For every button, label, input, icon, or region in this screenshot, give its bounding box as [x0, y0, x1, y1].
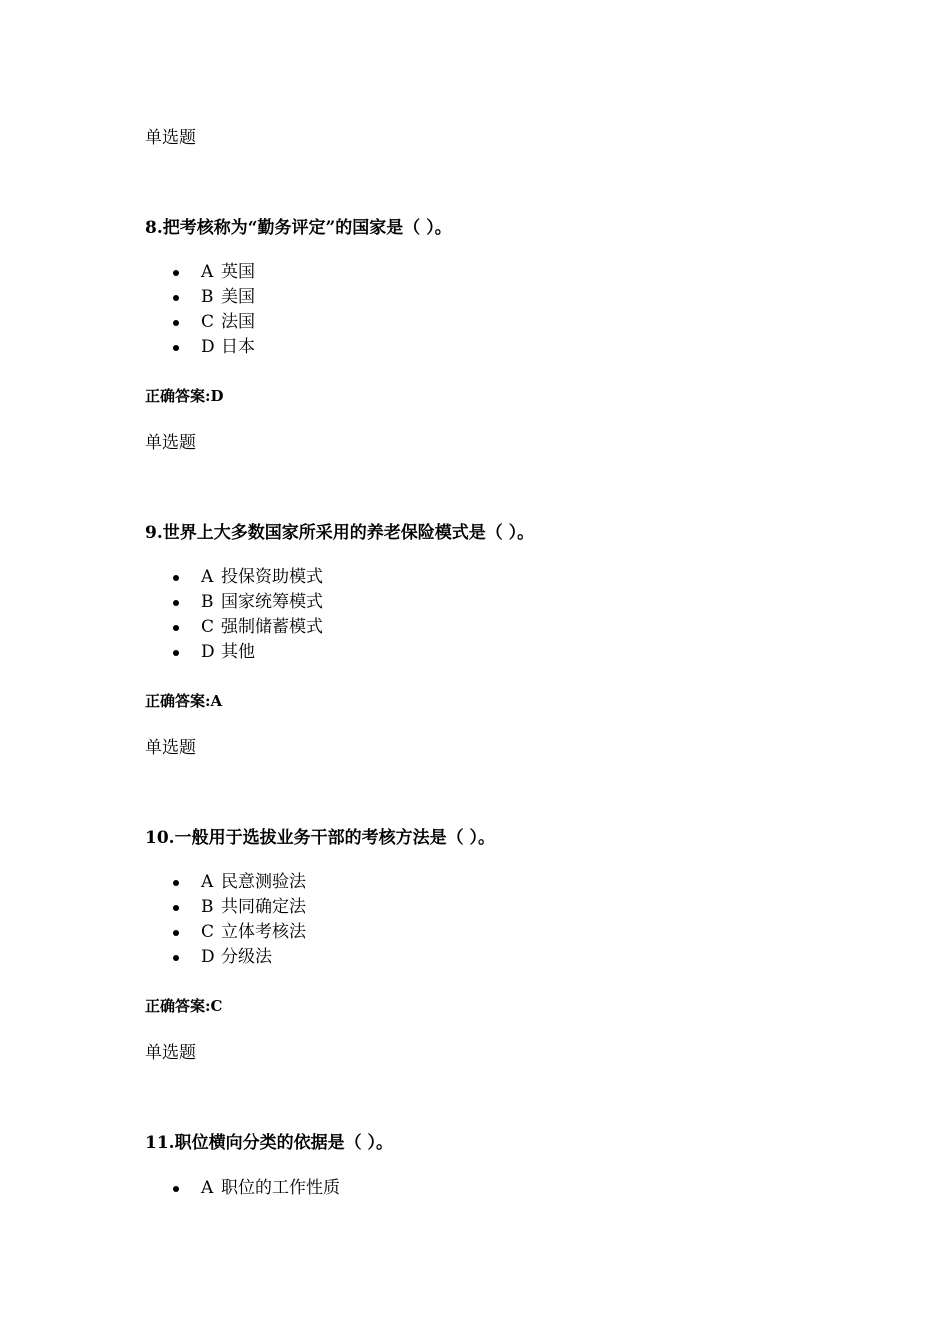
option-letter: C [201, 922, 215, 942]
question-text: 11.职位横向分类的依据是（ ）。 [145, 1133, 393, 1153]
option-item [172, 565, 323, 590]
option-letter: A [201, 262, 214, 282]
option-item [172, 895, 306, 920]
correct-answer: 正确答案:C [145, 997, 223, 1015]
option-text: 职位的工作性质 [221, 1178, 340, 1198]
option-text: 共同确定法 [221, 897, 306, 917]
option-text: 英国 [221, 262, 255, 282]
option-text: 日本 [221, 337, 255, 357]
option-text: 强制储蓄模式 [221, 617, 323, 637]
question-text: 8.把考核称为“勤务评定”的国家是（ ）。 [145, 218, 452, 238]
option-letter: B [201, 592, 214, 612]
correct-answer: 正确答案:D [145, 387, 224, 405]
option-list [172, 565, 323, 665]
option-item [172, 260, 255, 285]
question-text: 9.世界上大多数国家所采用的养老保险模式是（ ）。 [145, 523, 535, 543]
option-item [172, 285, 255, 310]
option-text: 国家统筹模式 [221, 592, 323, 612]
option-text: 法国 [221, 312, 255, 332]
option-letter: B [201, 287, 214, 307]
option-list [172, 260, 255, 360]
option-item [172, 310, 255, 335]
question-text: 10.一般用于选拔业务干部的考核方法是（ ）。 [145, 828, 495, 848]
option-text: 分级法 [221, 947, 272, 967]
option-text: 美国 [221, 287, 255, 307]
question-type-label: 单选题 [145, 128, 196, 148]
question-type-label: 单选题 [145, 738, 196, 758]
option-item [172, 335, 255, 360]
option-item [172, 590, 323, 615]
option-letter: D [201, 642, 215, 662]
option-text: 投保资助模式 [221, 567, 323, 587]
option-item [172, 640, 323, 665]
option-list [172, 870, 306, 970]
option-list [172, 1176, 340, 1201]
option-text: 其他 [221, 642, 255, 662]
correct-answer: 正确答案:A [145, 692, 223, 710]
option-item [172, 615, 323, 640]
option-letter: D [201, 947, 215, 967]
option-item [172, 920, 306, 945]
option-letter: A [201, 567, 214, 587]
option-letter: C [201, 312, 215, 332]
option-item [172, 870, 306, 895]
option-letter: A [201, 1178, 214, 1198]
option-letter: B [201, 897, 214, 917]
option-item [172, 945, 306, 970]
option-letter: A [201, 872, 214, 892]
option-text: 民意测验法 [221, 872, 306, 892]
option-text: 立体考核法 [221, 922, 306, 942]
option-letter: D [201, 337, 215, 357]
option-item [172, 1176, 340, 1201]
question-type-label: 单选题 [145, 1043, 196, 1063]
question-type-label: 单选题 [145, 433, 196, 453]
option-letter: C [201, 617, 215, 637]
